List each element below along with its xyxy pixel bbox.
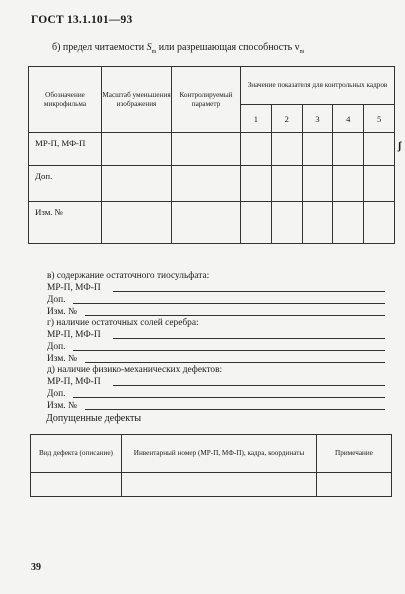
table-cell[interactable]: [271, 166, 302, 202]
col-microfilm-header: Обозначение микрофильма: [29, 67, 102, 133]
label-mr: МР-П, МФ-П: [47, 330, 101, 340]
table-cell[interactable]: [102, 133, 172, 166]
blank-line[interactable]: [73, 397, 385, 398]
col-note-header: Примечание: [317, 435, 392, 473]
table-cell[interactable]: [102, 166, 172, 202]
table-cell[interactable]: [302, 202, 333, 244]
table-cell[interactable]: [241, 166, 272, 202]
table-cell[interactable]: [172, 202, 241, 244]
control-table: [28, 66, 395, 244]
table-cell[interactable]: [271, 202, 302, 244]
frame-number: 1: [241, 105, 272, 133]
blank-line[interactable]: [73, 350, 385, 351]
table-cell[interactable]: [31, 473, 122, 497]
defects-table: [30, 434, 392, 497]
frame-number: 3: [302, 105, 333, 133]
subtitle-mid: или разрешающая способность: [158, 42, 293, 53]
frame-number: 5: [364, 105, 395, 133]
table-cell[interactable]: [317, 473, 392, 497]
row-label-mr: МР-П, МФ-П: [29, 133, 102, 166]
frame-number: 4: [333, 105, 364, 133]
row-label-izm: Изм. №: [29, 202, 102, 244]
label-mr: МР-П, МФ-П: [47, 377, 101, 387]
table-cell[interactable]: [241, 202, 272, 244]
subtitle-var: S: [146, 42, 152, 53]
subtitle-end: v: [294, 42, 300, 53]
table-cell[interactable]: [172, 166, 241, 202]
defects-title: Допущенные дефекты: [46, 413, 142, 424]
table-cell[interactable]: [333, 166, 364, 202]
blank-line[interactable]: [85, 315, 385, 316]
table-cell[interactable]: [364, 202, 395, 244]
table-cell[interactable]: [172, 133, 241, 166]
row-label-dop: Доп.: [29, 166, 102, 202]
blank-line[interactable]: [85, 362, 385, 363]
blank-line[interactable]: [113, 338, 385, 339]
subtitle-sub: m: [151, 49, 157, 55]
subtitle-prefix: б) предел читаемости: [52, 42, 145, 53]
table-cell[interactable]: [333, 133, 364, 166]
blank-line[interactable]: [113, 291, 385, 292]
table-cell[interactable]: [364, 166, 395, 202]
label-izm: Изм. №: [47, 307, 77, 317]
frame-number: 2: [271, 105, 302, 133]
table-cell[interactable]: [364, 133, 395, 166]
label-dop: Доп.: [47, 342, 66, 352]
blank-line[interactable]: [85, 409, 385, 410]
table-cell[interactable]: [302, 133, 333, 166]
page-header: ГОСТ 13.1.101—93: [31, 14, 133, 26]
table-cell[interactable]: [271, 133, 302, 166]
subtitle-end-sub: m: [299, 49, 305, 55]
section-c-title: в) содержание остаточного тиосульфата:: [47, 271, 210, 281]
section-d-title: д) наличие физико-механических дефектов:: [47, 365, 223, 375]
blank-line[interactable]: [73, 303, 385, 304]
table-cell[interactable]: [102, 202, 172, 244]
label-dop: Доп.: [47, 389, 66, 399]
label-dop: Доп.: [47, 295, 66, 305]
subtitle: [52, 42, 304, 55]
label-izm: Изм. №: [47, 401, 77, 411]
col-values-header: Значение показателя для контрольных кадров: [241, 67, 395, 105]
blank-line[interactable]: [113, 385, 385, 386]
page-number: 39: [31, 562, 41, 573]
margin-mark: ʃ: [398, 140, 402, 152]
table-cell[interactable]: [241, 133, 272, 166]
label-mr: МР-П, МФ-П: [47, 283, 101, 293]
section-g-title: г) наличие остаточных солей серебра:: [47, 318, 199, 328]
table-cell[interactable]: [302, 166, 333, 202]
table-cell[interactable]: [333, 202, 364, 244]
col-defect-type-header: Вид дефекта (описание): [31, 435, 122, 473]
label-izm: Изм. №: [47, 354, 77, 364]
table-cell[interactable]: [122, 473, 317, 497]
col-parameter-header: Контролируемый параметр: [172, 67, 241, 133]
col-scale-header: Масштаб уменьшения изображения: [102, 67, 172, 133]
col-inventory-header: Инвентарный номер (МР-П, МФ-П), кадра, координаты: [122, 435, 317, 473]
